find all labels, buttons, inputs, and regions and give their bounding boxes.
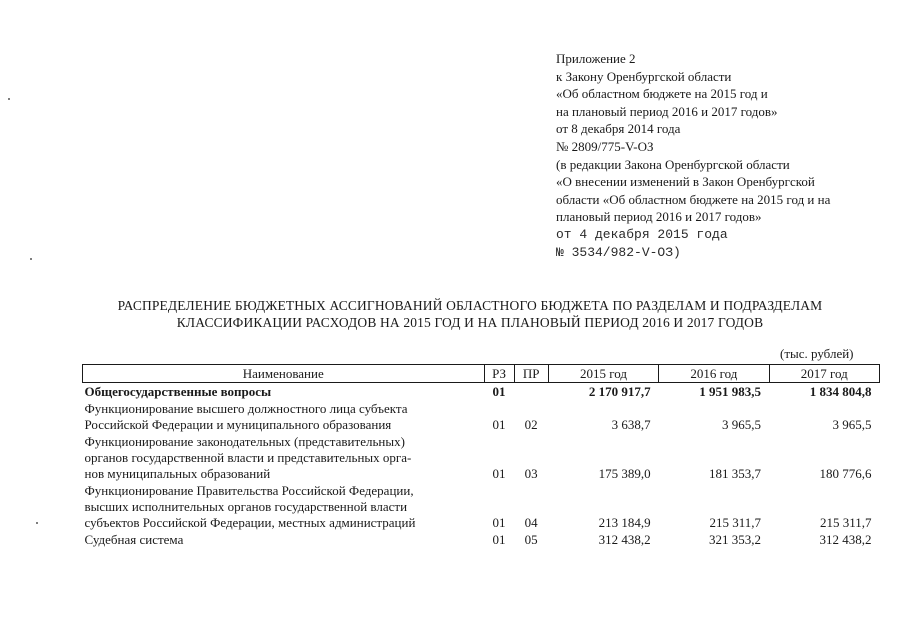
row-2016: 1 951 983,5 [699,384,762,399]
row-2016: 321 353,2 [709,532,762,547]
header-rz: РЗ [484,365,514,383]
header-pr: ПР [514,365,548,383]
header-name: Наименование [83,365,485,383]
row-name [83,482,485,531]
row-name-line: органов государственной власти и представительных орга- [84,450,412,465]
row-rz: 01 [492,384,506,399]
row-pr [514,383,548,401]
appendix-line: «О внесении изменений в Закон Оренбургской [556,174,815,190]
row-2016: 215 311,7 [709,515,762,530]
scan-speck [8,98,10,100]
appendix-typed-line: № 3534/982-V-ОЗ) [556,244,681,260]
header-2015: 2015 год [548,365,658,383]
row-name-line: Функционирование Правительства Российской Федерации, [84,483,414,498]
appendix-lines [556,50,896,226]
budget-table [82,364,880,548]
row-2017: 3 965,5 [832,417,872,432]
row-name-line: Функционирование высшего должностного лица субъекта [84,401,408,416]
row-pr: 05 [524,532,538,547]
table-row [83,383,880,401]
row-rz: 01 [492,515,506,530]
row-pr: 03 [524,466,538,481]
row-2017: 312 438,2 [819,532,872,547]
appendix-typed-line: от 4 декабря 2015 года [556,226,728,242]
table-row [83,400,880,433]
row-2017: 215 311,7 [819,515,872,530]
appendix-line: № 2809/775-V-ОЗ [556,138,654,154]
title-line: РАСПРЕДЕЛЕНИЕ БЮДЖЕТНЫХ АССИГНОВАНИЙ ОБЛАСТНОГО БЮДЖЕТА ПО РАЗДЕЛАМ И ПОДРАЗДЕЛАМ [117,298,823,313]
scan-speck [30,258,32,260]
row-name-line: Общегосударственные вопросы [84,384,272,399]
appendix-line: Приложение 2 [556,51,636,66]
appendix-line: от 8 декабря 2014 года [556,121,681,137]
row-name [83,531,485,548]
appendix-line: «Об областном бюджете на 2015 год и [556,86,768,102]
row-pr: 04 [524,515,538,530]
table-body [83,383,880,549]
appendix-amendment-lines [556,226,896,261]
row-rz: 01 [492,466,506,481]
table-row [83,482,880,531]
row-name-line: Судебная система [84,532,184,547]
header-2017: 2017 год [769,365,879,383]
row-rz: 01 [492,417,506,432]
row-2015: 312 438,2 [598,532,651,547]
table-row [83,531,880,548]
appendix-line: области «Об областном бюджете на 2015 год и на [556,191,831,207]
row-2017: 180 776,6 [819,466,872,481]
row-rz: 01 [492,532,506,547]
table-row [83,433,880,482]
row-name [83,383,485,401]
row-name [83,433,485,482]
document-title [40,297,900,331]
row-name-line: высших исполнительных органов государственной власти [84,499,408,514]
row-2017: 1 834 804,8 [809,384,872,399]
row-name [83,400,485,433]
row-2015: 3 638,7 [611,417,651,432]
row-name-line: субъектов Российской Федерации, местных администраций [84,515,416,530]
appendix-line: плановый период 2016 и 2017 годов» [556,209,762,225]
row-2015: 213 184,9 [598,515,651,530]
row-2015: 2 170 917,7 [588,384,651,399]
row-name-line: Функционирование законодательных (представительных) [84,434,405,449]
appendix-line: к Закону Оренбургской области [556,68,732,84]
units-label: (тыс. рублей) [780,346,854,361]
table-header-row [83,365,880,383]
title-line: КЛАССИФИКАЦИИ РАСХОДОВ НА 2015 ГОД И НА ПЛАНОВЫЙ ПЕРИОД 2016 И 2017 ГОДОВ [176,315,764,330]
header-2016: 2016 год [659,365,769,383]
row-pr: 02 [524,417,538,432]
row-2016: 181 353,7 [709,466,762,481]
row-2015: 175 389,0 [598,466,651,481]
row-2016: 3 965,5 [722,417,762,432]
appendix-line: на плановый период 2016 и 2017 годов» [556,103,778,119]
scan-speck [36,522,38,524]
row-name-line: нов муниципальных образований [84,466,271,481]
row-name-line: Российской Федерации и муниципального образования [84,417,392,432]
appendix-line: (в редакции Закона Оренбургской области [556,156,790,172]
appendix-note [556,50,896,261]
